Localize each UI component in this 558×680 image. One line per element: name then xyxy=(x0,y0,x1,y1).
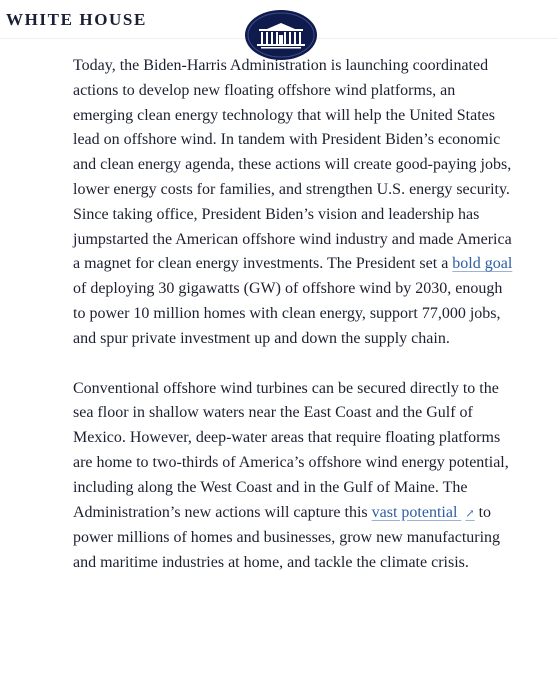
article-body xyxy=(73,54,513,601)
external-link-icon: ↗ xyxy=(465,507,475,520)
white-house-building-icon xyxy=(245,10,317,60)
white-house-seal-logo[interactable] xyxy=(245,10,317,60)
paragraph-1-text-before: Today, the Biden-Harris Administration is launching coordinated actions to develop new floating offshore wind platforms, an emerging clean energy technology that will help the United States lead on offshore wind. In tandem with President Biden’s economic and clean energy agenda, these actions will create good-paying jobs, lower energy costs for families, and strengthen U.S. energy security. Since taking office, President Biden’s vision and leadership has jumpstarted the American offshore wind industry and made America a magnet for clean energy investments. The President set a xyxy=(73,57,512,273)
article-paragraph-1 xyxy=(73,54,513,352)
vast-potential-link[interactable] xyxy=(372,504,479,521)
paragraph-1-text-after: of deploying 30 gigawatts (GW) of offshore wind by 2030, enough to power 10 million homes with clean energy, support 77,000 jobs, and spur private investment up and down the supply chain. xyxy=(73,280,503,347)
vast-potential-link-text: vast potential xyxy=(371,503,458,521)
site-title[interactable]: WHITE HOUSE xyxy=(6,10,147,29)
article-paragraph-2 xyxy=(73,377,513,576)
paragraph-2-text-after: to power millions of homes and businesses, grow new manufacturing and maritime industries at home, and tackle the climate crisis. xyxy=(73,503,501,572)
paragraph-2-text-before: Conventional offshore wind turbines can be secured directly to the sea floor in shallow waters near the East Coast and the Gulf of Mexico. However, deep-water areas that require floating platforms are home to two-thirds of America’s offshore wind energy potential, including along the West Coast and in the Gulf of Maine. The Administration’s new actions will capture this xyxy=(73,379,509,521)
bold-goal-link[interactable]: bold goal xyxy=(452,255,513,273)
